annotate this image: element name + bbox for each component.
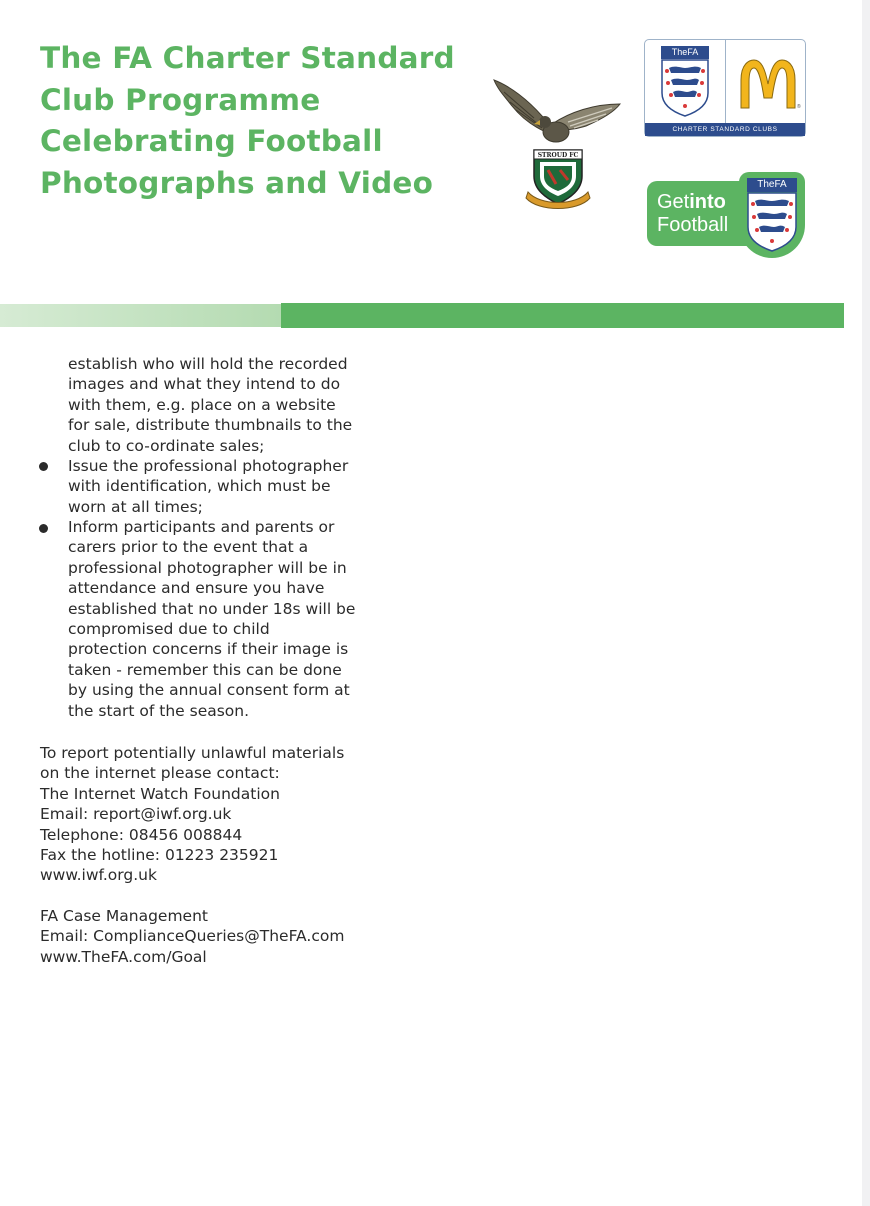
text-line: Issue the professional photographer (68, 457, 349, 475)
iwf-fax: Fax the hotline: 01223 235921 (40, 846, 279, 865)
fa-website: www.TheFA.com/Goal (40, 947, 207, 966)
continuation-paragraph (68, 354, 352, 456)
svg-text:®: ® (797, 104, 801, 110)
fa-email: Email: ComplianceQueries@TheFA.com (40, 927, 345, 946)
iwf-email: Email: report@iwf.org.uk (40, 805, 232, 824)
iwf-telephone: Telephone: 08456 008844 (40, 825, 243, 844)
scan-edge (862, 0, 870, 1206)
bullet-icon (39, 462, 48, 471)
text-line: worn at all times; (68, 497, 203, 516)
charter-standard-strip: CHARTER STANDARD CLUBS (645, 123, 805, 136)
iwf-contact-block (40, 743, 344, 886)
text-line: images and what they intend to do (68, 375, 341, 394)
charter-standard-badge (644, 39, 806, 137)
text-line: on the internet please contact: (40, 764, 280, 783)
text-line: protection concerns if their image is (68, 640, 349, 659)
crest-text: STROUD FC (537, 152, 579, 159)
text-line: establish who will hold the recorded (68, 355, 348, 373)
bullet-icon (39, 524, 48, 533)
eagle-crest-icon (490, 72, 624, 218)
page-title (40, 38, 455, 204)
title-line: Club Programme (40, 82, 321, 117)
title-line: Photographs and Video (40, 165, 434, 200)
title-line: Celebrating Football (40, 124, 383, 158)
text-line: established that no under 18s will be (68, 599, 356, 618)
text-line: for sale, distribute thumbnails to the (68, 416, 353, 435)
text-line: attendance and ensure you have (68, 579, 325, 598)
text-line: To report potentially unlawful materials (40, 744, 345, 762)
text-line: with them, e.g. place on a website (68, 395, 336, 414)
three-lions-shield-icon (747, 192, 797, 252)
text-line: Inform participants and parents or (68, 518, 335, 536)
text-line: carers prior to the event that a (68, 538, 309, 557)
thefa-label: TheFA (661, 46, 709, 59)
header-band-light (0, 304, 281, 327)
header-band (281, 303, 844, 328)
fa-contact-block (40, 906, 344, 967)
text-line: professional photographer will be in (68, 558, 347, 577)
iwf-website: www.iwf.org.uk (40, 866, 157, 885)
thefa-label: TheFA (747, 178, 797, 192)
list-item (68, 517, 355, 721)
list-item (68, 456, 348, 517)
text-line: by using the annual consent form at (68, 681, 350, 700)
get-into-football-badge (647, 172, 805, 258)
text-line: taken - remember this can be done (68, 660, 342, 679)
three-lions-shield-icon (661, 59, 709, 117)
badge-divider (725, 40, 726, 124)
get-into-text: Getinto (657, 191, 726, 213)
mcdonalds-arches-icon (737, 58, 799, 110)
text-line: FA Case Management (40, 907, 208, 925)
text-line: the start of the season. (68, 701, 250, 720)
text-line: The Internet Watch Foundation (40, 784, 280, 803)
football-text: Football (657, 214, 729, 236)
text-line: with identification, which must be (68, 477, 331, 496)
title-line: The FA Charter Standard (40, 41, 455, 75)
text-line: compromised due to child (68, 620, 270, 639)
text-line: club to co-ordinate sales; (68, 436, 265, 455)
